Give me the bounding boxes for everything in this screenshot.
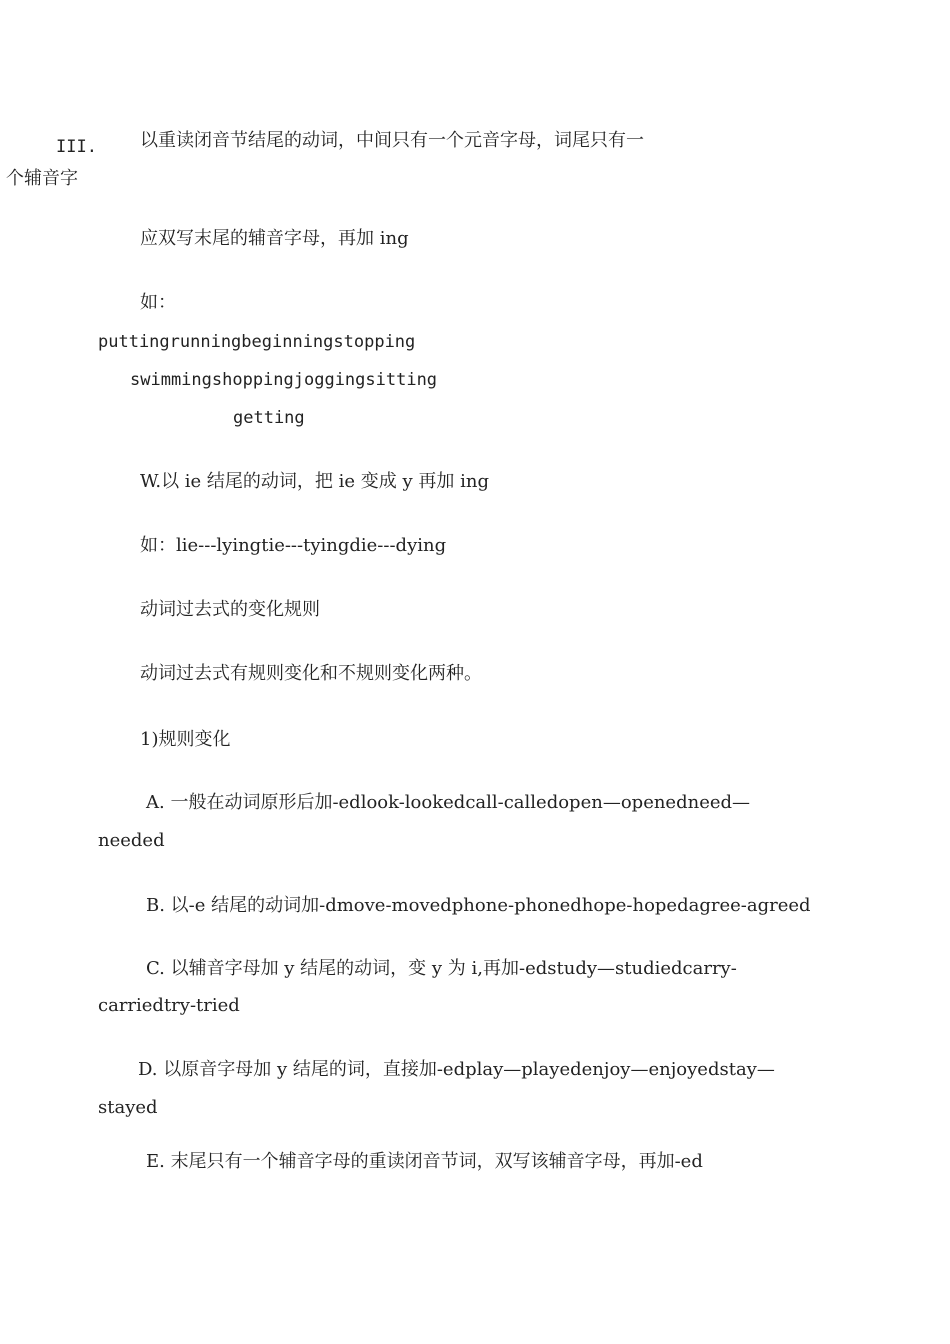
past-tense-title: 动词过去式的变化规则 (140, 599, 320, 620)
section-number-iii: III. (56, 137, 97, 157)
rule-a-line-1: A. 一般在动词原形后加-edlook-lookedcall-calledopen—openedneed— (146, 792, 751, 813)
rule-iii-line-2: 应双写末尾的辅音字母，再加 ing (140, 228, 409, 249)
rule-iv: W.以 ie 结尾的动词，把 ie 变成 y 再加 ing (140, 471, 489, 492)
rule-iii-line-1: 以重读闭音节结尾的动词，中间只有一个元音字母，词尾只有一 (140, 130, 644, 151)
rule-c-line-2: carriedtry-tried (98, 995, 240, 1016)
rule-iv-example: 如：lie---lyingtie---tyingdie---dying (140, 535, 447, 556)
clipped-text-fragment: 个辅音字 (6, 168, 78, 189)
example-label: 如： (140, 292, 176, 313)
rule-c-line-1: C. 以辅音字母加 y 结尾的动词，变 y 为 i,再加-edstudy—studiedcarry- (146, 958, 737, 979)
rule-d-line-2: stayed (98, 1097, 158, 1118)
past-tense-intro: 动词过去式有规则变化和不规则变化两种。 (140, 663, 482, 684)
examples-row-2: swimmingshoppingjoggingsitting (130, 370, 438, 390)
examples-row-1: puttingrunningbeginningstopping (98, 332, 416, 352)
rule-b: B. 以-e 结尾的动词加-dmove-movedphone-phonedhope-hopedagree-agreed (146, 895, 811, 916)
rule-a-line-2: needed (98, 830, 165, 851)
rule-e: E. 末尾只有一个辅音字母的重读闭音节词，双写该辅音字母，再加-ed (146, 1151, 703, 1172)
regular-heading: 1)规则变化 (140, 729, 231, 750)
examples-row-3: getting (233, 408, 305, 428)
rule-d-line-1: D. 以原音字母加 y 结尾的词，直接加-edplay—playedenjoy—enjoyedstay— (138, 1059, 775, 1080)
